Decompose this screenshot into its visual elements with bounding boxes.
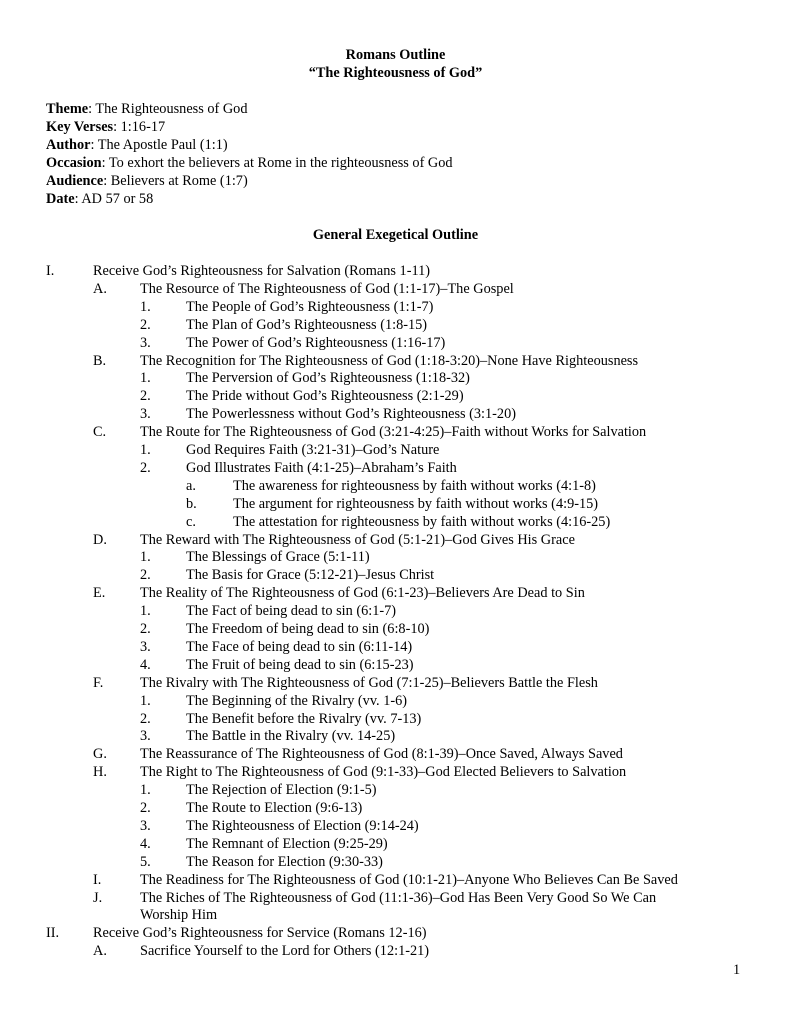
- meta-value: : Believers at Rome (1:7): [103, 173, 248, 189]
- outline-marker: 3.: [140, 817, 151, 834]
- outline-marker: J.: [93, 889, 103, 906]
- outline-item: [0, 728, 791, 746]
- outline-marker: I.: [46, 263, 55, 279]
- outline-item: [0, 353, 791, 371]
- outline-item: [0, 370, 791, 388]
- outline-item: [0, 872, 791, 890]
- outline-item: [0, 836, 791, 854]
- meta-label: Audience: [46, 173, 104, 189]
- outline-item: [0, 603, 791, 621]
- outline-text: The Powerlessness without God’s Righteousness (3:1-20): [186, 406, 516, 423]
- outline-item: [0, 800, 791, 818]
- outline-text: The Plan of God’s Righteousness (1:8-15): [186, 316, 428, 333]
- outline-marker: 4.: [140, 656, 151, 673]
- outline-text: The Fruit of being dead to sin (6:15-23): [186, 656, 414, 673]
- outline-marker: 1.: [140, 692, 151, 709]
- outline-text: Sacrifice Yourself to the Lord for Others (12:1-21): [140, 943, 430, 960]
- outline-text: The Right to The Righteousness of God (9:1-33)–God Elected Believers to Salvation: [140, 764, 627, 781]
- outline-text: The Resource of The Righteousness of God (1:1-17)–The Gospel: [140, 280, 514, 297]
- outline-text: The Route to Election (9:6-13): [186, 800, 363, 816]
- outline-item: [0, 943, 791, 961]
- outline-marker: 3.: [140, 406, 151, 423]
- outline-item: [0, 567, 791, 585]
- outline-text: The Righteousness of Election (9:14-24): [186, 817, 419, 834]
- outline-text: The Route for The Righteousness of God (3:21-4:25)–Faith without Works for Salvation: [140, 424, 647, 441]
- outline-text: The Fact of being dead to sin (6:1-7): [186, 603, 397, 620]
- outline-item: [0, 406, 791, 424]
- outline-marker: B.: [93, 352, 107, 369]
- outline-text: The Recognition for The Righteousness of God (1:18-3:20)–None Have Righteousness: [140, 352, 639, 369]
- outline-marker: F.: [93, 674, 104, 691]
- meta-date: [46, 191, 153, 208]
- outline-item: [0, 907, 791, 925]
- outline-marker: 1.: [140, 442, 151, 458]
- meta-audience: [46, 173, 248, 190]
- meta-label: Theme: [46, 101, 89, 117]
- outline-text: The Rivalry with The Righteousness of God (7:1-25)–Believers Battle the Flesh: [140, 674, 598, 691]
- outline-text: The People of God’s Righteousness (1:1-7): [186, 298, 434, 315]
- outline-text: The Reward with The Righteousness of God (5:1-21)–God Gives His Grace: [140, 531, 575, 548]
- outline-text: The Beginning of the Rivalry (vv. 1-6): [186, 692, 408, 709]
- outline-marker: 3.: [140, 334, 151, 351]
- outline-marker: 1.: [140, 782, 151, 799]
- outline-text: The argument for righteousness by faith without works (4:9-15): [233, 495, 599, 512]
- outline-text: God Requires Faith (3:21-31)–God’s Nature: [186, 442, 440, 458]
- outline-item: [0, 711, 791, 729]
- meta-value: : AD 57 or 58: [74, 191, 154, 207]
- outline-text: The awareness for righteousness by faith without works (4:1-8): [233, 477, 596, 494]
- outline-item: [0, 388, 791, 406]
- outline-marker: II.: [46, 925, 60, 942]
- outline-item: [0, 514, 791, 532]
- outline-text: Receive God’s Righteousness for Salvation (Romans 1-11): [93, 263, 430, 279]
- outline-item: [0, 317, 791, 335]
- outline-marker: 2.: [140, 316, 151, 333]
- meta-value: : The Apostle Paul (1:1): [90, 137, 228, 153]
- outline-text: The Face of being dead to sin (6:11-14): [186, 638, 413, 655]
- outline-item: [0, 263, 791, 281]
- outline-marker: c.: [186, 513, 196, 530]
- outline-marker: 1.: [140, 549, 151, 566]
- meta-label: Date: [46, 191, 75, 207]
- outline-marker: a.: [186, 477, 196, 494]
- outline-text: Receive God’s Righteousness for Service (Romans 12-16): [93, 925, 427, 942]
- outline-text: The Blessings of Grace (5:1-11): [186, 549, 370, 566]
- outline-item: [0, 925, 791, 943]
- outline-item: [0, 782, 791, 800]
- outline-text: God Illustrates Faith (4:1-25)–Abraham’s Faith: [186, 459, 457, 476]
- outline-text: The Reason for Election (9:30-33): [186, 853, 383, 870]
- outline-marker: 1.: [140, 370, 151, 387]
- outline-marker: 2.: [140, 459, 151, 476]
- outline-text: The Power of God’s Righteousness (1:16-17): [186, 334, 446, 351]
- outline-item: [0, 460, 791, 478]
- outline-item: [0, 335, 791, 353]
- outline-item: [0, 657, 791, 675]
- meta-value: : To exhort the believers at Rome in the righteousness of God: [101, 155, 453, 171]
- outline-item: [0, 299, 791, 317]
- outline-item: [0, 549, 791, 567]
- meta-author: [46, 137, 228, 154]
- outline-item: [0, 639, 791, 657]
- outline-item: [0, 675, 791, 693]
- outline-marker: I.: [93, 871, 102, 888]
- outline-item: [0, 693, 791, 711]
- meta-label: Occasion: [46, 155, 102, 171]
- outline-text: The Perversion of God’s Righteousness (1:18-32): [186, 370, 470, 387]
- outline-text: The Freedom of being dead to sin (6:8-10): [186, 621, 430, 637]
- document-title: Romans Outline: [345, 47, 446, 63]
- outline-text: The Battle in the Rivalry (vv. 14-25): [186, 728, 396, 745]
- outline-marker: G.: [93, 746, 107, 763]
- outline-marker: H.: [93, 764, 107, 781]
- outline-marker: 1.: [140, 298, 151, 315]
- meta-key-verses: [46, 119, 165, 136]
- outline-marker: 2.: [140, 567, 151, 584]
- outline-text: Worship Him: [140, 907, 218, 924]
- outline-text: The Reality of The Righteousness of God (6:1-23)–Believers Are Dead to Sin: [140, 585, 585, 602]
- outline-text: The Pride without God’s Righteousness (2:1-29): [186, 388, 464, 405]
- outline-heading: General Exegetical Outline: [312, 227, 479, 243]
- outline-marker: A.: [93, 280, 107, 297]
- outline-marker: 3.: [140, 638, 151, 655]
- outline-item: [0, 532, 791, 550]
- outline-text: The Readiness for The Righteousness of God (10:1-21)–Anyone Who Believes Can Be Saved: [140, 871, 678, 888]
- meta-value: : 1:16-17: [113, 119, 166, 135]
- outline-marker: 5.: [140, 853, 151, 870]
- outline-item: [0, 496, 791, 514]
- outline-item: [0, 818, 791, 836]
- outline-item: [0, 854, 791, 872]
- outline-item: [0, 746, 791, 764]
- outline-marker: 4.: [140, 835, 151, 852]
- meta-value: : The Righteousness of God: [88, 101, 248, 117]
- outline-item: [0, 585, 791, 603]
- meta-label: Key Verses: [46, 119, 114, 135]
- outline-item: [0, 890, 791, 908]
- outline-item: [0, 442, 791, 460]
- outline-item: [0, 621, 791, 639]
- outline-text: The Benefit before the Rivalry (vv. 7-13): [186, 710, 422, 727]
- outline-text: The Remnant of Election (9:25-29): [186, 835, 388, 852]
- outline-marker: 3.: [140, 728, 151, 745]
- outline-text: The Riches of The Righteousness of God (11:1-36)–God Has Been Very Good So We Can: [140, 889, 657, 906]
- outline-marker: A.: [93, 943, 107, 960]
- outline-marker: 1.: [140, 603, 151, 620]
- outline-marker: 2.: [140, 621, 151, 637]
- outline-item: [0, 478, 791, 496]
- meta-label: Author: [46, 137, 91, 153]
- meta-occasion: [46, 155, 453, 172]
- outline-item: [0, 281, 791, 299]
- outline-marker: E.: [93, 585, 106, 602]
- outline-text: The Reassurance of The Righteousness of God (8:1-39)–Once Saved, Always Saved: [140, 746, 623, 763]
- outline-marker: 2.: [140, 710, 151, 727]
- outline-marker: b.: [186, 495, 197, 512]
- outline-marker: C.: [93, 424, 107, 441]
- outline-text: The Rejection of Election (9:1-5): [186, 782, 377, 799]
- outline-marker: 2.: [140, 800, 151, 816]
- outline-item: [0, 424, 791, 442]
- outline-text: The Basis for Grace (5:12-21)–Jesus Christ: [186, 567, 435, 584]
- outline-item: [0, 764, 791, 782]
- outline-marker: D.: [93, 531, 107, 548]
- outline-text: The attestation for righteousness by faith without works (4:16-25): [233, 513, 611, 530]
- outline-marker: 2.: [140, 388, 151, 405]
- meta-theme: [46, 101, 247, 118]
- document-subtitle: “The Righteousness of God”: [308, 65, 483, 81]
- page-number: 1: [733, 962, 741, 978]
